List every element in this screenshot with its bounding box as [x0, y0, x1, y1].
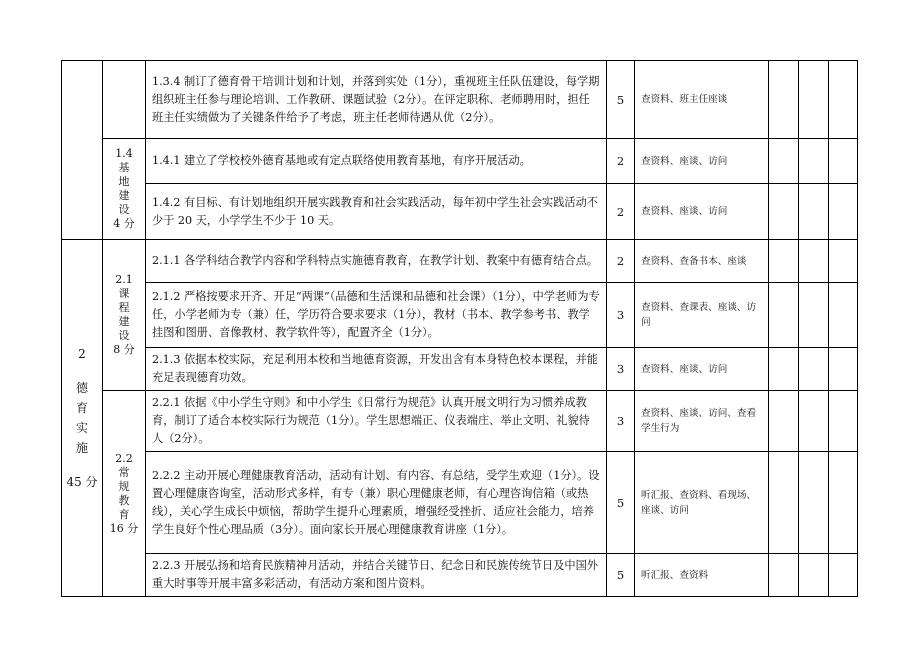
table-row — [62, 391, 858, 452]
table-row — [62, 283, 858, 348]
item-content: 2.2.1 依据《中小学生守则》和中小学生《日常行为规范》认真开展文明行为习惯养成教育，制订了适合本校实际行为规范（1分）。学生思想端正、仪表端庄、举止文明、礼貌待人（2分）。 — [146, 391, 607, 452]
blank-cell — [769, 348, 799, 391]
subcategory-char: 常 — [118, 465, 130, 479]
item-method: 查资料、班主任座谈 — [635, 61, 769, 139]
category-number: 2 — [78, 347, 86, 361]
subcategory-char: 教 — [118, 493, 130, 507]
subcategory-cell-22 — [103, 391, 146, 597]
blank-cell — [829, 554, 858, 597]
blank-cell — [799, 184, 829, 240]
subcategory-number: 2.2 — [115, 451, 133, 465]
spacer — [62, 364, 102, 378]
blank-cell — [769, 554, 799, 597]
subcategory-char: 设 — [118, 329, 130, 342]
table-row — [62, 240, 858, 283]
blank-cell — [799, 240, 829, 283]
blank-cell — [829, 348, 858, 391]
blank-cell — [799, 283, 829, 348]
subcategory-score: 8 分 — [113, 343, 135, 356]
item-score: 3 — [607, 348, 635, 391]
item-content: 1.4.1 建立了学校校外德育基地或有定点联络使用教育基地，有序开展活动。 — [146, 139, 607, 184]
subcategory-cell-13 — [103, 61, 146, 139]
item-content: 1.3.4 制订了德育骨干培训计划和计划，并落到实处（1分），重视班主任队伍建设，每学期组织班主任参与理论培训、工作教研、课题试验（2分）。在评定职称、老师聘用时，担任班主任实绩做为了关键条件给予了考虑，班主任老师待遇从优（2分）。 — [146, 61, 607, 139]
subcategory-char: 程 — [118, 301, 130, 314]
item-method: 查资料、座谈、访问 — [635, 348, 769, 391]
blank-cell — [769, 139, 799, 184]
item-content: 2.2.3 开展弘扬和培育民族精神月活动，并结合关键节日、纪念日和民族传统节日及中国外重大时事等开展丰富多彩活动，有活动方案和图片资料。 — [146, 554, 607, 597]
category-char: 实 — [75, 421, 88, 435]
spacer — [62, 458, 102, 472]
category-char: 德 — [75, 381, 88, 395]
subcategory-char: 地 — [118, 175, 130, 188]
category-char: 育 — [75, 401, 88, 415]
blank-cell — [829, 184, 858, 240]
blank-cell — [769, 240, 799, 283]
item-score: 5 — [607, 61, 635, 139]
table-row — [62, 452, 858, 554]
subcategory-char: 设 — [118, 203, 130, 216]
category-cell-1 — [62, 61, 103, 240]
table-row — [62, 184, 858, 240]
item-score: 2 — [607, 184, 635, 240]
blank-cell — [829, 139, 858, 184]
subcategory-char: 规 — [118, 479, 130, 493]
blank-cell — [829, 283, 858, 348]
item-score: 5 — [607, 554, 635, 597]
blank-cell — [769, 283, 799, 348]
subcategory-char: 课 — [118, 287, 130, 300]
subcategory-number: 2.1 — [115, 273, 133, 286]
item-content: 2.1.3 依据本校实际，充足利用本校和当地德育资源，开发出含有本身特色校本课程，并能充足表现德育功效。 — [146, 348, 607, 391]
blank-cell — [769, 61, 799, 139]
blank-cell — [799, 61, 829, 139]
item-method: 查资料、查课表、座谈、访问 — [635, 283, 769, 348]
item-content: 2.1.1 各学科结合教学内容和学科特点实施德育教育，在教学计划、教案中有德育结合点。 — [146, 240, 607, 283]
subcategory-char: 基 — [118, 161, 130, 174]
item-content: 2.2.2 主动开展心理健康教育活动，活动有计划、有内容、有总结，受学生欢迎（1分）。设置心理健康咨询室，活动形式多样，有专（兼）职心理健康老师，有心理咨询信箱（或热线），关心学生成长中烦恼，帮助学生提升心理素质，增强经受挫折、适应社会能力，培养学生良好个性心理品质（3分）。面向家长开展心理健康教育讲座（1分）。 — [146, 452, 607, 554]
subcategory-char: 建 — [118, 315, 130, 328]
item-method: 听汇报、查资料、看现场、座谈、访问 — [635, 452, 769, 554]
item-score: 2 — [607, 240, 635, 283]
table-row — [62, 61, 858, 139]
subcategory-char: 建 — [118, 189, 130, 202]
table-row — [62, 348, 858, 391]
category-char: 施 — [75, 441, 88, 455]
subcategory-cell-21 — [103, 240, 146, 391]
category-score: 45 分 — [66, 475, 98, 489]
blank-cell — [829, 452, 858, 554]
item-content: 1.4.2 有目标、有计划地组织开展实践教育和社会实践活动，每年初中学生社会实践活动不少于 20 天，小学学生不少于 10 天。 — [146, 184, 607, 240]
item-method: 查资料、座谈、访问 — [635, 184, 769, 240]
item-method: 查资料、座谈、访问 — [635, 139, 769, 184]
evaluation-table — [61, 60, 858, 597]
subcategory-cell-14 — [103, 139, 146, 240]
item-score: 2 — [607, 139, 635, 184]
item-score: 3 — [607, 283, 635, 348]
item-score: 3 — [607, 391, 635, 452]
subcategory-score: 16 分 — [109, 521, 139, 535]
subcategory-score: 4 分 — [113, 217, 135, 230]
blank-cell — [769, 391, 799, 452]
blank-cell — [799, 139, 829, 184]
blank-cell — [799, 391, 829, 452]
blank-cell — [799, 348, 829, 391]
blank-cell — [829, 61, 858, 139]
item-method: 听汇报、查资料 — [635, 554, 769, 597]
table-row — [62, 554, 858, 597]
item-method: 查资料、座谈、访问、查看学生行为 — [635, 391, 769, 452]
blank-cell — [829, 240, 858, 283]
blank-cell — [829, 391, 858, 452]
item-score: 5 — [607, 452, 635, 554]
category-cell-2 — [62, 240, 103, 597]
blank-cell — [769, 184, 799, 240]
blank-cell — [799, 554, 829, 597]
subcategory-char: 育 — [118, 507, 130, 521]
item-content: 2.1.2 严格按要求开齐、开足“两课”（品德和生活课和品德和社会课）（1分），中学老师为专任，小学老师为专（兼）任，学历符合要求要求（1分），教材（书本、教学参考书、教学挂图和图册、音像教材、教学软件等），配置齐全（1分）。 — [146, 283, 607, 348]
subcategory-number: 1.4 — [115, 147, 133, 160]
item-method: 查资料、查备书本、座谈 — [635, 240, 769, 283]
blank-cell — [799, 452, 829, 554]
blank-cell — [769, 452, 799, 554]
table-row — [62, 139, 858, 184]
